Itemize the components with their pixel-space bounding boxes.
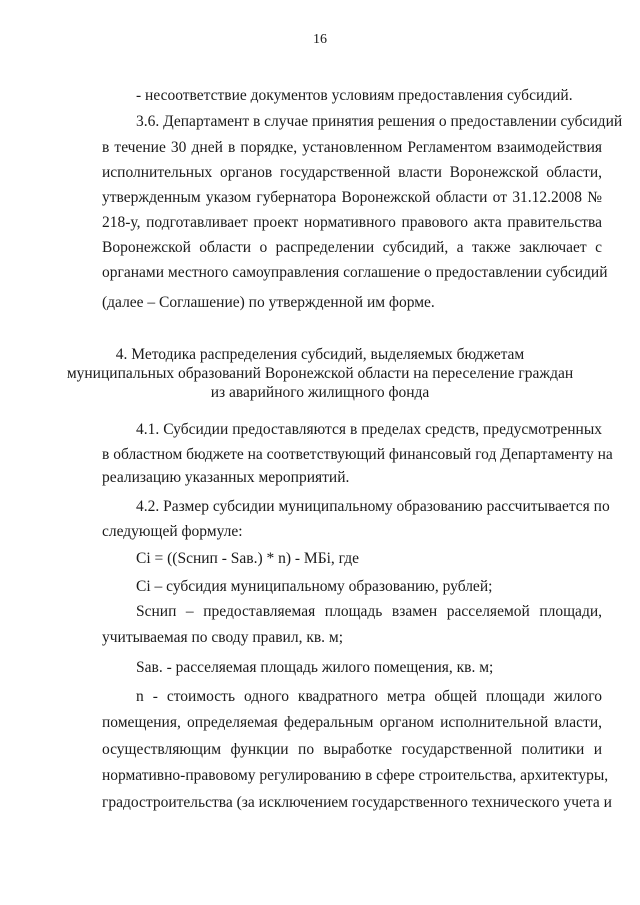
section-heading: муниципальных образований Воронежской области на переселение граждан — [66, 365, 574, 382]
paragraph-line: Воронежской области о распределении субсидий, а также заключает с — [102, 239, 602, 256]
paragraph-line: в областном бюджете на соответствующий финансовый год Департаменту на — [102, 446, 613, 463]
paragraph-line: 4.2. Размер субсидии муниципальному образованию рассчитывается по — [136, 498, 610, 515]
paragraph-line: в течение 30 дней в порядке, установленном Регламентом взаимодействия — [102, 139, 602, 156]
paragraph-line: (далее – Соглашение) по утвержденной им форме. — [102, 294, 435, 311]
paragraph-line: следующей формуле: — [102, 523, 243, 540]
paragraph-line: 3.6. Департамент в случае принятия решения о предоставлении субсидий — [136, 113, 623, 130]
definition-line: градостроительства (за исключением государственного технического учета и — [102, 794, 612, 811]
paragraph-line: реализацию указанных мероприятий. — [102, 469, 350, 486]
definition-line: n - стоимость одного квадратного метра общей площади жилого — [136, 688, 602, 705]
definition-line: осуществляющим функции по выработке государственной политики и — [102, 741, 602, 758]
paragraph-line: - несоответствие документов условиям предоставления субсидий. — [136, 87, 573, 104]
section-heading: 4. Методика распределения субсидий, выделяемых бюджетам — [115, 346, 525, 363]
definition-line: учитываемая по своду правил, кв. м; — [102, 629, 344, 646]
paragraph-line: органами местного самоуправления соглашение о предоставлении субсидий — [102, 264, 608, 281]
page-number: 16 — [313, 32, 327, 47]
paragraph-line: утвержденным указом губернатора Воронежской области от 31.12.2008 № — [102, 189, 602, 206]
paragraph-line: 4.1. Субсидии предоставляются в пределах средств, предусмотренных — [136, 421, 602, 438]
paragraph-line: исполнительных органов государственной власти Воронежской области, — [102, 164, 602, 181]
formula: Ci = ((Sснип - Sав.) * n) - МБi, где — [136, 550, 360, 567]
paragraph-line: 218-у, подготавливает проект нормативного правового акта правительства — [102, 214, 602, 231]
definition-line: Sснип – предоставляемая площадь взамен расселяемой площади, — [136, 603, 602, 620]
definition-line: нормативно-правовому регулированию в сфере строительства, архитектуры, — [102, 767, 609, 784]
definition-line: помещения, определяемая федеральным органом исполнительной власти, — [102, 714, 602, 731]
definition-line: Sав. - расселяемая площадь жилого помещения, кв. м; — [136, 659, 494, 676]
definition-line: Ci – субсидия муниципальному образованию, рублей; — [136, 578, 493, 595]
section-heading: из аварийного жилищного фонда — [210, 384, 430, 401]
